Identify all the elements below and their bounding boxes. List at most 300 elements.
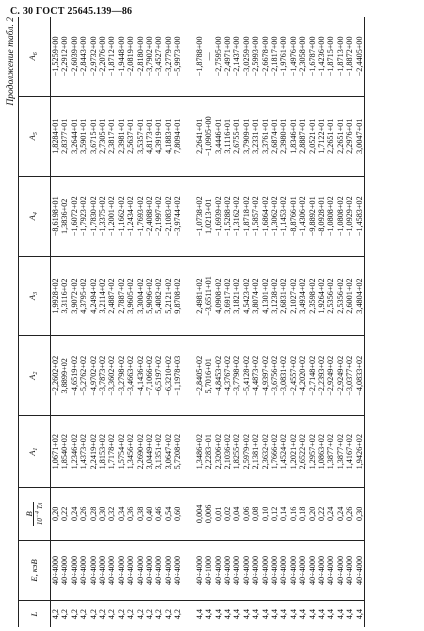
cell-E: 40÷4000 (51, 540, 61, 601)
cell-A2: −2,9249+02 (336, 336, 345, 416)
col-header-A2: $A_2$ (19, 336, 51, 416)
cell-A6: −2,9732+00 (89, 17, 98, 96)
cell-B: 0,08 (251, 488, 260, 541)
cell-A6: −1,6787+00 (308, 17, 317, 96)
cell-B: 0,20 (51, 488, 61, 541)
cell-A2: −2,4557+02 (289, 336, 298, 416)
cell-A5: 3,0047+01 (355, 96, 365, 176)
cell-A5: 3,5901+01 (79, 96, 88, 176)
cell-B: 0,12 (270, 488, 279, 541)
cell-A3: 3,9072+02 (70, 256, 79, 335)
cell-A5: 2,3980+01 (279, 96, 288, 176)
cell-A2: −6,5197+02 (154, 336, 163, 416)
cell-A5: 7,8094+01 (173, 96, 182, 176)
cell-A6: −1,9761+00 (279, 17, 288, 96)
cell-B: 0,22 (60, 488, 69, 541)
cell-A6: −2,4971+00 (223, 17, 232, 96)
cell-L: 4,2 (107, 609, 117, 620)
col-header-B-denominator: 10 (36, 518, 44, 526)
cell-L: 4,4 (355, 601, 365, 627)
cell-A6: −1,8872+00 (345, 17, 354, 96)
cell-A5: 2,6755+01 (232, 96, 241, 176)
cell-E: 40÷4000 (126, 540, 135, 601)
cell-A3: 3,3004+02 (136, 256, 145, 335)
table-continuation-label: Продолжение табл. 2 (6, 17, 16, 106)
cell-E: 40÷4000 (232, 540, 241, 601)
spacer-cell (183, 540, 195, 601)
cell-L: 4,2 (145, 609, 155, 620)
table-row (251, 17, 260, 627)
cell-A5: 2,2976+01 (345, 96, 354, 176)
cell-A5: 3,6715+01 (89, 96, 98, 176)
table-body (51, 17, 365, 627)
cell-A4: −1,0808+02 (326, 176, 335, 256)
cell-L: 4,4 (232, 609, 242, 620)
cell-A4: −1,3162+02 (232, 176, 241, 256)
cell-A2: −2,7148+02 (308, 336, 317, 416)
table-row (154, 17, 163, 627)
spacer-cell (183, 17, 195, 96)
cell-A5: −1,0905+00 (204, 96, 213, 176)
cell-A5: 4,1883+01 (164, 96, 173, 176)
cell-A5: 2,0521+01 (308, 96, 317, 176)
cell-E: 40÷4000 (117, 540, 126, 601)
cell-L: 4,4 (213, 609, 223, 620)
cell-A1: 1,0671+02 (51, 416, 61, 488)
cell-A2: −3,4663+02 (126, 336, 135, 416)
cell-A6: −2,5993+00 (251, 17, 260, 96)
cell-A6: −2,0819+00 (126, 17, 135, 96)
cell-A3: 2,5356+02 (326, 256, 335, 335)
cell-A1: 2,2283−01 (204, 416, 213, 488)
cell-B: 0,36 (126, 488, 135, 541)
table-row (279, 17, 288, 627)
cell-A3: 3,6917+02 (223, 256, 232, 335)
cell-L: 4,2 (163, 609, 173, 620)
cell-L: 4,4 (279, 609, 289, 620)
cell-A5: 4,3919+01 (154, 96, 163, 176)
cell-A6: −2,8443+00 (79, 17, 88, 96)
table-row (289, 17, 298, 627)
cell-A2: −3,0377+02 (345, 336, 354, 416)
cell-B: 0,46 (154, 488, 163, 541)
cell-E: 40÷1000 (204, 540, 213, 601)
table-row (232, 17, 241, 627)
cell-A3: 2,6831+02 (279, 256, 288, 335)
cell-A1: 1,2957+02 (308, 416, 317, 488)
cell-B: 0,14 (279, 488, 288, 541)
cell-A1: 2,1036+02 (223, 416, 232, 488)
cell-A1: 1,3486+02 (195, 416, 204, 488)
cell-A5: 1,8346+01 (289, 96, 298, 176)
cell-B: 0,34 (117, 488, 126, 541)
cell-A1: 1,8255+02 (232, 416, 241, 488)
table-row (79, 17, 88, 627)
cell-A2: −3,3602+02 (107, 336, 116, 416)
cell-A6: −2,2076+00 (98, 17, 107, 96)
table-row (164, 17, 173, 627)
spacer-cell (183, 416, 195, 488)
table-row (173, 17, 182, 627)
cell-A5: 3,2644+01 (70, 96, 79, 176)
table-row (214, 17, 223, 627)
cell-A4: 1,0213+01 (204, 176, 213, 256)
cell-B: 0,04 (232, 488, 241, 541)
cell-E: 40÷4000 (251, 540, 260, 601)
cell-A1: 5,7208+02 (173, 416, 182, 488)
cell-E: 40÷4000 (70, 540, 79, 601)
cell-E: 40÷4000 (89, 540, 98, 601)
cell-A3: 3,3116+02 (60, 256, 69, 335)
cell-E: 40÷4000 (289, 540, 298, 601)
cell-A6: −2,6678+00 (261, 17, 270, 96)
cell-A6: −2,8180+00 (136, 17, 145, 96)
cell-E: 40÷4000 (317, 540, 326, 601)
cell-B: 0,20 (308, 488, 317, 541)
cell-B: 0,01 (214, 488, 223, 541)
cell-E: 40÷4000 (261, 540, 270, 601)
cell-E: 40÷4000 (326, 540, 335, 601)
group-spacer (183, 17, 195, 627)
cell-A3: 2,3598+02 (308, 256, 317, 335)
cell-A5: 2,3817+01 (107, 96, 116, 176)
cell-A4: −1,2434+02 (126, 176, 135, 256)
cell-A3: 2,6001+02 (345, 256, 354, 335)
cell-L: 4,4 (288, 609, 298, 620)
cell-L: 4,4 (316, 609, 326, 620)
cell-L: 4,2 (79, 609, 89, 620)
cell-A2: −2,8405+02 (195, 336, 204, 416)
cell-E: 40÷4000 (98, 540, 107, 601)
table-row (195, 17, 204, 627)
cell-A1: 1,5754+02 (117, 416, 126, 488)
cell-A3: 3,9605+02 (126, 256, 135, 335)
cell-A6: −5,9973+00 (173, 17, 182, 96)
table-row (298, 17, 307, 627)
cell-A2: −2,9249+02 (326, 336, 335, 416)
cell-A3: 2,5356+02 (336, 256, 345, 335)
cell-L: 4,4 (260, 609, 270, 620)
table-row (60, 17, 69, 627)
cell-A4: −3,9744+02 (173, 176, 182, 256)
cell-A2: −5,2762+02 (79, 336, 88, 416)
cell-A6: −2,7595+00 (214, 17, 223, 96)
cell-A6: −3,4527+00 (154, 17, 163, 96)
cell-B: 0,24 (70, 488, 79, 541)
cell-A4: −1,0929+02 (345, 176, 354, 256)
table-row (308, 17, 317, 627)
cell-A1: 3,1351+02 (154, 416, 163, 488)
col-header-B (19, 488, 51, 541)
cell-A5: 2,2641+01 (195, 96, 204, 176)
cell-A5: 2,5637+01 (126, 96, 135, 176)
cell-B: 0,32 (107, 488, 116, 541)
cell-A5: 1,7122+01 (317, 96, 326, 176)
cell-A1: 2,5979+02 (242, 416, 251, 488)
cell-A5: 3,5357+01 (136, 96, 145, 176)
cell-A1: 2,6522+02 (298, 416, 307, 488)
cell-A6: −1,8715+00 (326, 17, 335, 96)
cell-L: 4,4 (222, 609, 232, 620)
table-row (70, 17, 79, 627)
cell-A1: 2,2419+02 (89, 416, 98, 488)
cell-A1: 1,3456+02 (126, 416, 135, 488)
cell-E: 40÷4000 (195, 540, 204, 601)
cell-E: 40÷4000 (107, 540, 116, 601)
cell-B: 0,06 (242, 488, 251, 541)
cell-E: 40÷4000 (173, 540, 182, 601)
rotated-table-area (4, 17, 419, 627)
cell-A2: −5,4128+02 (242, 336, 251, 416)
cell-A2: −4,9397+02 (261, 336, 270, 416)
cell-B: 0,26 (345, 488, 354, 541)
col-header-A5: $A_5$ (19, 96, 51, 176)
cell-A3: 3,8074+02 (251, 256, 260, 335)
cell-A5: 2,3981+01 (117, 96, 126, 176)
cell-A4: −1,8718+02 (242, 176, 251, 256)
cell-A3: 5,2121+02 (164, 256, 173, 335)
table-row (355, 17, 365, 627)
cell-L: 4,2 (88, 609, 98, 620)
cell-A1: 3,0647+02 (164, 416, 173, 488)
cell-B: 0,10 (261, 488, 270, 541)
cell-B: 0,006 (204, 488, 213, 541)
table-row (89, 17, 98, 627)
table-row (317, 17, 326, 627)
cell-E: 40÷4000 (336, 540, 345, 601)
cell-A1: 1,4167+02 (345, 416, 354, 488)
table-row (326, 17, 335, 627)
cell-A3: 4,2494+02 (89, 256, 98, 335)
cell-L: 4,2 (69, 609, 79, 620)
cell-A4: −8,8766+01 (289, 176, 298, 256)
cell-L: 4,2 (173, 609, 183, 620)
cell-A4: −1,6072+02 (70, 176, 79, 256)
cell-A1: 2,2690+02 (136, 416, 145, 488)
table-row (204, 17, 213, 627)
cell-A4: −1,5857+02 (251, 176, 260, 256)
cell-A5: 2,8887+01 (298, 96, 307, 176)
cell-A3: 2,7887+02 (117, 256, 126, 335)
cell-A1: 1,8153+02 (98, 416, 107, 488)
cell-A6: −3,0259+00 (242, 17, 251, 96)
cell-A6: −3,2779+00 (164, 17, 173, 96)
cell-A2: −4,8453+02 (214, 336, 223, 416)
cell-A2: −3,6756+02 (270, 336, 279, 416)
spacer-cell (183, 256, 195, 335)
cell-E: 40÷4000 (136, 540, 145, 601)
cell-A3: 4,0908+02 (214, 256, 223, 335)
cell-A4: −1,7693+02 (136, 176, 145, 256)
cell-L: 4,2 (154, 609, 164, 620)
spacer-cell (183, 601, 195, 627)
cell-L: 4,2 (51, 609, 60, 620)
cell-A4: −1,6939+02 (214, 176, 223, 256)
cell-A2: −4,0833+02 (355, 336, 365, 416)
cell-A1: 2,3206+02 (214, 416, 223, 488)
cell-B: 0,02 (223, 488, 232, 541)
cell-L: 4,4 (251, 609, 261, 620)
cell-A4: −9,8892+01 (308, 176, 317, 256)
cell-A2: −7,1066+02 (145, 336, 154, 416)
cell-A1: 1,9426+02 (355, 416, 365, 488)
cell-A3: 3,4804+02 (355, 256, 365, 335)
cell-A3: 2,1027+02 (289, 256, 298, 335)
cell-A1: 1,7666+02 (270, 416, 279, 488)
col-header-L: L (19, 601, 51, 627)
cell-L: 4,2 (116, 609, 126, 620)
cell-A5: 3,1116+01 (223, 96, 232, 176)
cell-A5: 4,8173+01 (145, 96, 154, 176)
cell-A5: 3,3761+01 (261, 96, 270, 176)
cell-A3: 1,9928+02 (51, 256, 61, 335)
cell-A5: 1,8284+01 (51, 96, 61, 176)
cell-L: 4,4 (335, 609, 345, 620)
cell-A2: −4,2020+02 (298, 336, 307, 416)
table-row (242, 17, 251, 627)
cell-E: 40÷4000 (214, 540, 223, 601)
cell-A3: 5,4082+02 (154, 256, 163, 335)
cell-A4: −1,4306+02 (298, 176, 307, 256)
cell-A4: −1,3375+02 (98, 176, 107, 256)
page-header: С. 30 ГОСТ 25645.139—86 (10, 6, 133, 17)
cell-A2: −4,1436+02 (136, 336, 145, 416)
cell-A4: −1,1662+02 (117, 176, 126, 256)
cell-A2: −1,1978+03 (173, 336, 182, 416)
spacer-cell (183, 336, 195, 416)
table-row (336, 17, 345, 627)
cell-A1: 1,4373+02 (79, 416, 88, 488)
cell-A1: 2,3632+02 (261, 416, 270, 488)
table-row (261, 17, 270, 627)
cell-A1: 1,3877+02 (336, 416, 345, 488)
cell-B: 0,40 (145, 488, 154, 541)
cell-A6: −2,1817+00 (270, 17, 279, 96)
cell-A3: −3,6511+01 (204, 256, 213, 335)
spacer-cell (183, 96, 195, 176)
col-header-A1: $A_1$ (19, 416, 51, 488)
cell-A4: 1,3836+02 (60, 176, 69, 256)
spacer-cell (183, 176, 195, 256)
cell-A2: −4,3767+02 (223, 336, 232, 416)
cell-A6: −1,8713+00 (336, 17, 345, 96)
cell-E: 40÷4000 (355, 540, 365, 601)
cell-A1: 3,0449+02 (145, 416, 154, 488)
cell-A6: −2,2912+00 (60, 17, 69, 96)
cell-A1: 1,8540+02 (60, 416, 69, 488)
cell-A2: −2,2393+02 (317, 336, 326, 416)
cell-L: 4,4 (298, 609, 308, 620)
cell-A1: 1,3877+02 (326, 416, 335, 488)
cell-B: 0,26 (79, 488, 88, 541)
cell-E: 40÷4000 (345, 540, 354, 601)
cell-E: 40÷4000 (242, 540, 251, 601)
cell-A4: −1,1453+02 (279, 176, 288, 256)
cell-L: 4,4 (269, 609, 279, 620)
cell-B: 0,38 (136, 488, 145, 541)
cell-L: 4,4 (326, 609, 336, 620)
cell-E: 40÷4000 (60, 540, 69, 601)
cell-A6: −1,4236+00 (317, 17, 326, 96)
cell-A3: 2,4981+02 (195, 256, 204, 335)
cell-A5: 3,7909+01 (242, 96, 251, 176)
cell-A4: −8,6198+01 (51, 176, 61, 256)
cell-A2: −4,4873+02 (251, 336, 260, 416)
cell-A1: 1,2346+02 (70, 416, 79, 488)
cell-A3: 1,9264+02 (317, 256, 326, 335)
cell-B: 0,22 (317, 488, 326, 541)
cell-A4: −8,0928+01 (317, 176, 326, 256)
cell-A6: −2,3058+00 (298, 17, 307, 96)
cell-B: 0,30 (355, 488, 365, 541)
cell-A3: 3,1238+02 (270, 256, 279, 335)
cell-A4: −1,6864+02 (261, 176, 270, 256)
cell-A1: 1,4524+02 (279, 416, 288, 488)
cell-E: 40÷4000 (164, 540, 173, 601)
cell-A1: 2,1381+02 (251, 416, 260, 488)
cell-L: 4,4 (307, 609, 317, 620)
cell-A4: −1,3062+02 (270, 176, 279, 256)
table-row (98, 17, 107, 627)
cell-A4: −1,7830+02 (89, 176, 98, 256)
cell-A6: −2,6039+00 (70, 17, 79, 96)
cell-A2: 5,7016+01 (204, 336, 213, 416)
cell-L: 4,2 (126, 609, 136, 620)
cell-A3: 3,4934+02 (298, 256, 307, 335)
table-row (223, 17, 232, 627)
spacer-cell (183, 488, 195, 541)
cell-E: 40÷4000 (145, 540, 154, 601)
cell-A2: −3,0831+02 (279, 336, 288, 416)
cell-B: 0,18 (298, 488, 307, 541)
cell-A1: 1,0863+02 (317, 416, 326, 488)
cell-B: 0,30 (98, 488, 107, 541)
cell-A1: 1,7178+02 (107, 416, 116, 488)
cell-A1: 1,2021+02 (289, 416, 298, 488)
cell-E: 40÷4000 (223, 540, 232, 601)
cell-A2: −3,2798+02 (117, 336, 126, 416)
col-header-A6: $A_6$ (19, 17, 51, 96)
cell-A4: −1,5288+02 (223, 176, 232, 256)
cell-A4: −2,4088+02 (145, 176, 154, 256)
cell-L: 4,2 (98, 609, 108, 620)
cell-A6: −2,4405+00 (355, 17, 365, 96)
cell-B: 0,004 (195, 488, 204, 541)
cell-A5: 2,7305+01 (98, 96, 107, 176)
col-header-A4: $A_4$ (19, 176, 51, 256)
cell-A2: −6,3210+02 (164, 336, 173, 416)
cell-E: 40÷4000 (270, 540, 279, 601)
col-header-B-exponent: −4 (35, 511, 41, 519)
cell-A5: 3,4446+01 (214, 96, 223, 176)
cell-A6: — (204, 17, 213, 96)
cell-L: 4,4 (204, 609, 214, 620)
cell-B: 0,16 (289, 488, 298, 541)
cell-A6: −2,1437+00 (232, 17, 241, 96)
table-row (107, 17, 116, 627)
cell-B: 0,24 (336, 488, 345, 541)
cell-L: 4,4 (345, 609, 355, 620)
table-row (270, 17, 279, 627)
col-header-B-numerator: B (25, 502, 34, 527)
cell-A3: 3,1821+02 (232, 256, 241, 335)
cell-A2: −4,6519+02 (70, 336, 79, 416)
table-row (145, 17, 154, 627)
cell-A3: 4,3795+02 (79, 256, 88, 335)
cell-E: 40÷4000 (298, 540, 307, 601)
table-header-row (19, 17, 51, 627)
cell-A3: 2,4887+02 (107, 256, 116, 335)
